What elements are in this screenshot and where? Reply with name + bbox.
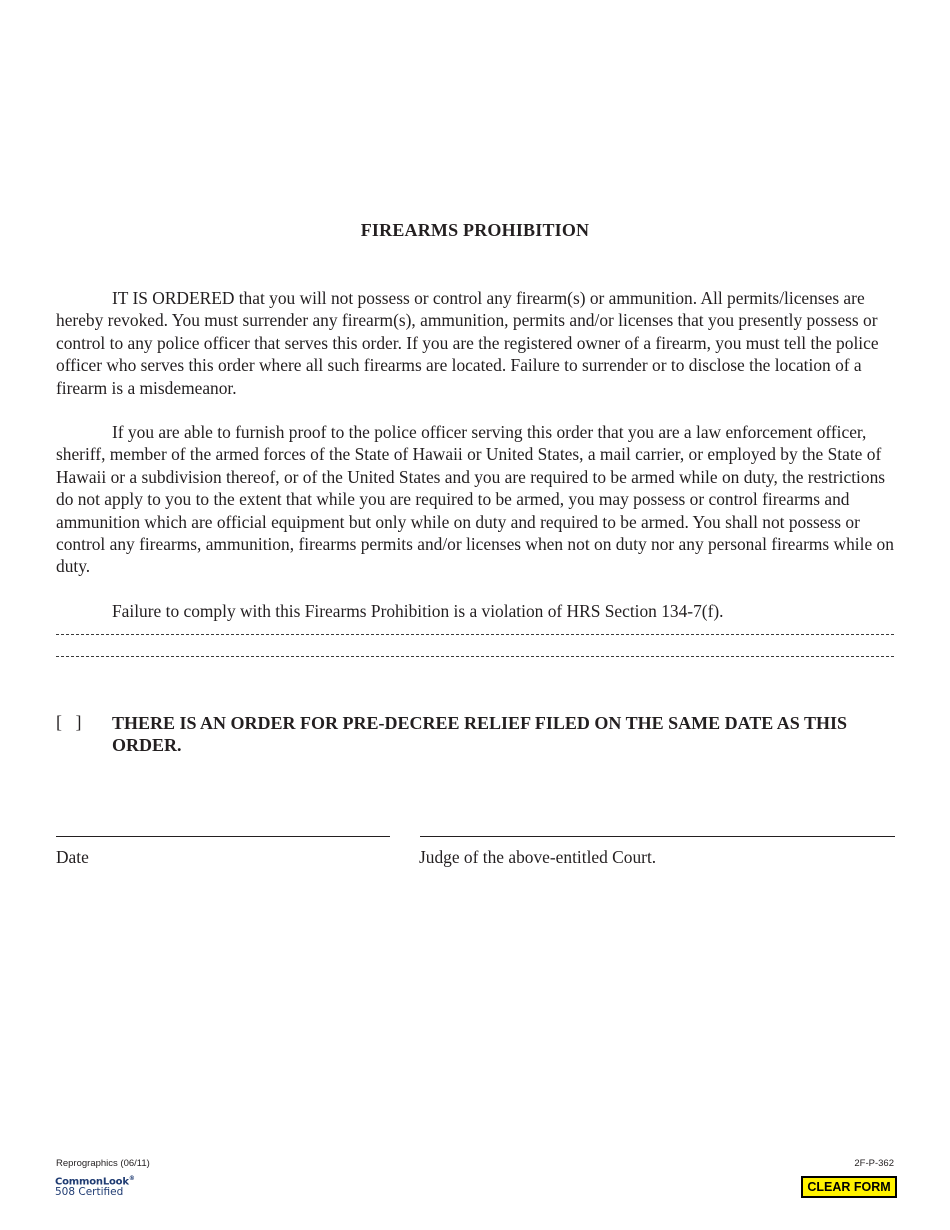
pre-decree-order-text: THERE IS AN ORDER FOR PRE-DECREE RELIEF FILED ON THE SAME DATE AS THIS ORDER.	[112, 713, 847, 756]
trademark-symbol: ®	[128, 1175, 135, 1182]
form-number: 2F-P-362	[854, 1158, 894, 1169]
commonlook-certification: 508 Certified	[55, 1186, 124, 1199]
judge-label: Judge of the above-entitled Court.	[419, 847, 657, 867]
judge-signature-line[interactable]	[420, 836, 895, 837]
date-signature-line[interactable]	[56, 836, 390, 837]
pre-decree-checkbox[interactable]: [ ]	[56, 712, 82, 732]
commonlook-logo	[55, 1173, 135, 1198]
commonlook-brand-text: CommonLook	[55, 1176, 129, 1188]
commonlook-brand	[55, 1173, 135, 1187]
dashed-divider-1	[56, 634, 894, 635]
page-title: FIREARMS PROHIBITION	[360, 220, 590, 240]
date-label: Date	[56, 847, 89, 867]
clear-form-button[interactable]: CLEAR FORM	[801, 1176, 897, 1198]
exception-paragraph: If you are able to furnish proof to the police officer serving this order that you are a law enforcement officer, sheriff, member of the armed forces of the State of Hawaii or United States, a mail carrier, or employed by the State of Hawaii or a subdivision thereof, or of the United States and you are required to be armed while on duty, the restrictions do not apply to you to the extent that while you are required to be armed, you may possess or control firearms and ammunition which are official equipment but only while on duty and required to be armed. You shall not possess or control any firearms, ammunition, firearms permits and/or licenses when not on duty nor any personal firearms while on duty.	[56, 422, 894, 577]
violation-paragraph: Failure to comply with this Firearms Prohibition is a violation of HRS Section 134-7(f).	[112, 601, 724, 621]
dashed-divider-2	[56, 656, 894, 657]
reprographics-note: Reprographics (06/11)	[56, 1158, 150, 1169]
order-paragraph-1: IT IS ORDERED that you will not possess or control any firearm(s) or ammunition. All permits/licenses are hereby revoked. You must surrender any firearm(s), ammunition, permits and/or licenses that you presently possess or control to any police officer that serves this order. If you are the registered owner of a firearm, you must tell the police officer who serves this order where all such firearms are located. Failure to surrender or to disclose the location of a firearm is a misdemeanor.	[56, 288, 879, 398]
